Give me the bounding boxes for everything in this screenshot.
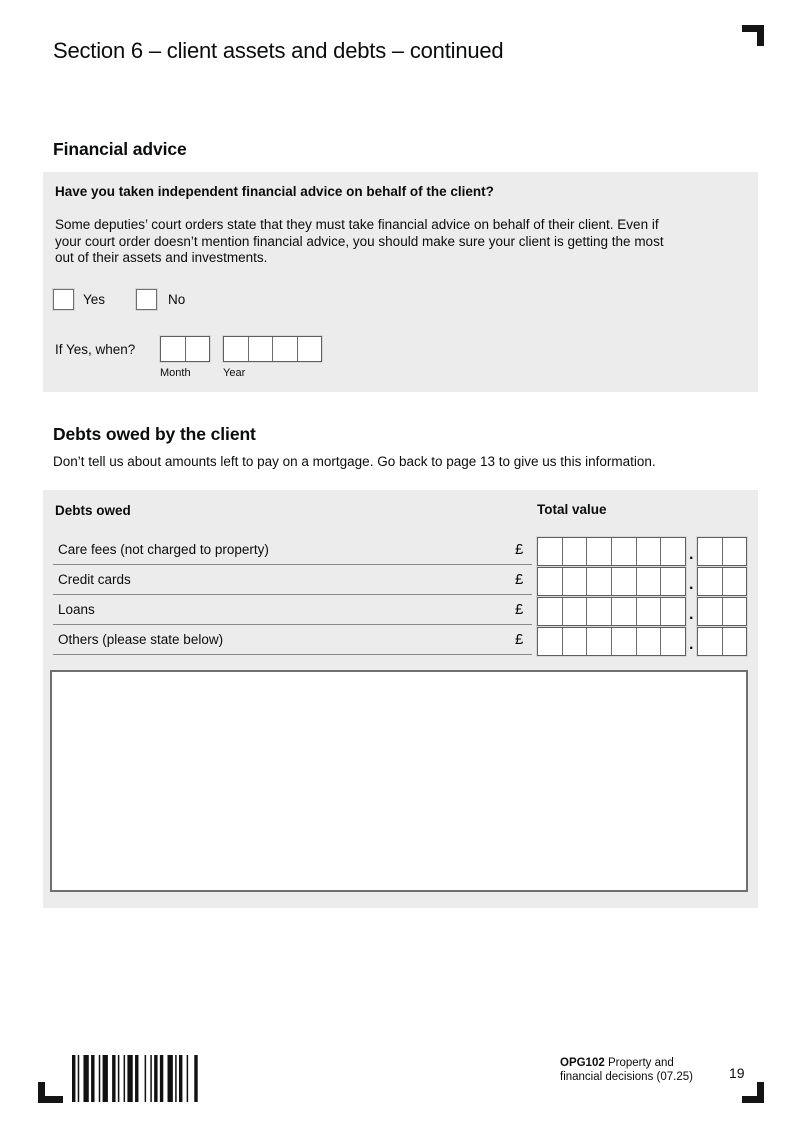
barcode-image xyxy=(72,1055,200,1102)
digit-cell xyxy=(636,598,661,625)
currency-symbol: £ xyxy=(515,571,524,588)
no-checkbox[interactable] xyxy=(136,289,157,310)
digit-cell xyxy=(538,628,562,655)
digit-cell xyxy=(562,568,587,595)
digit-cell xyxy=(586,598,611,625)
debt-row xyxy=(43,594,758,626)
digit-cell xyxy=(722,538,747,565)
currency-symbol: £ xyxy=(515,541,524,558)
year-digit-cell xyxy=(297,337,322,361)
loans-pence-input[interactable] xyxy=(697,597,747,626)
digit-cell xyxy=(660,628,685,655)
description-line: Some deputies’ court orders state that they must take financial advice on behalf of their client. Even if xyxy=(55,217,659,232)
year-digit-cell xyxy=(248,337,273,361)
form-reference xyxy=(560,1056,693,1084)
financial-advice-heading: Financial advice xyxy=(53,139,187,159)
digit-cell xyxy=(562,628,587,655)
digit-cell xyxy=(722,628,747,655)
others-pence-input[interactable] xyxy=(697,627,747,656)
form-ref-text: Property and xyxy=(604,1057,674,1069)
month-caption: Month xyxy=(160,367,191,379)
form-code: OPG102 xyxy=(560,1057,605,1069)
digit-cell xyxy=(722,598,747,625)
credit-cards-pounds-input[interactable] xyxy=(537,567,686,596)
year-input[interactable] xyxy=(223,336,322,362)
debt-row xyxy=(43,624,758,656)
digit-cell xyxy=(636,628,661,655)
debts-note: Don’t tell us about amounts left to pay on a mortgage. Go back to page 13 to give us this information. xyxy=(53,454,656,469)
digit-cell xyxy=(562,538,587,565)
no-label: No xyxy=(168,292,186,307)
credit-cards-pence-input[interactable] xyxy=(697,567,747,596)
care-fees-pounds-input[interactable] xyxy=(537,537,686,566)
year-caption: Year xyxy=(223,367,246,379)
crop-mark-bottom-left-icon xyxy=(38,1082,63,1103)
month-input[interactable] xyxy=(160,336,210,362)
others-pounds-input[interactable] xyxy=(537,627,686,656)
debt-row-label: Loans xyxy=(58,602,95,617)
digit-cell xyxy=(562,598,587,625)
month-digit-cell xyxy=(185,337,210,361)
if-yes-when-label: If Yes, when? xyxy=(55,342,136,357)
others-details-textbox[interactable] xyxy=(50,670,748,892)
digit-cell xyxy=(538,568,562,595)
total-value-column-header: Total value xyxy=(537,502,607,517)
debt-row-label: Care fees (not charged to property) xyxy=(58,542,269,557)
digit-cell xyxy=(660,598,685,625)
debt-row-label: Others (please state below) xyxy=(58,632,224,647)
page-title: Section 6 – client assets and debts – continued xyxy=(53,38,504,63)
debt-row xyxy=(43,564,758,596)
decimal-point: . xyxy=(689,606,694,623)
digit-cell xyxy=(586,538,611,565)
row-rule xyxy=(53,654,532,655)
digit-cell xyxy=(698,538,722,565)
digit-cell xyxy=(586,628,611,655)
digit-cell xyxy=(538,598,562,625)
digit-cell xyxy=(636,568,661,595)
page-number: 19 xyxy=(729,1065,745,1081)
debt-row xyxy=(43,534,758,566)
digit-cell xyxy=(698,628,722,655)
digit-cell xyxy=(611,598,636,625)
description-line: out of their assets and investments. xyxy=(55,250,268,265)
digit-cell xyxy=(538,538,562,565)
digit-cell xyxy=(611,538,636,565)
decimal-point: . xyxy=(689,636,694,653)
digit-cell xyxy=(636,538,661,565)
debts-owed-column-header: Debts owed xyxy=(55,503,131,518)
decimal-point: . xyxy=(689,576,694,593)
year-digit-cell xyxy=(224,337,248,361)
digit-cell xyxy=(611,568,636,595)
debt-row-label: Credit cards xyxy=(58,572,131,587)
digit-cell xyxy=(660,568,685,595)
loans-pounds-input[interactable] xyxy=(537,597,686,626)
digit-cell xyxy=(722,568,747,595)
yes-label: Yes xyxy=(83,292,106,307)
form-ref-text-line2: financial decisions (07.25) xyxy=(560,1071,693,1083)
digit-cell xyxy=(586,568,611,595)
month-digit-cell xyxy=(161,337,185,361)
digit-cell xyxy=(611,628,636,655)
financial-advice-panel xyxy=(43,172,758,392)
debts-heading: Debts owed by the client xyxy=(53,424,256,444)
financial-advice-description xyxy=(55,217,750,267)
year-digit-cell xyxy=(272,337,297,361)
currency-symbol: £ xyxy=(515,601,524,618)
currency-symbol: £ xyxy=(515,631,524,648)
digit-cell xyxy=(698,568,722,595)
decimal-point: . xyxy=(689,546,694,563)
description-line: your court order doesn’t mention financial advice, you should make sure your client is getting the most xyxy=(55,233,664,249)
digit-cell xyxy=(698,598,722,625)
debts-panel xyxy=(43,490,758,908)
digit-cell xyxy=(660,538,685,565)
financial-advice-question: Have you taken independent financial advice on behalf of the client? xyxy=(55,184,494,199)
care-fees-pence-input[interactable] xyxy=(697,537,747,566)
yes-checkbox[interactable] xyxy=(53,289,74,310)
crop-mark-bottom-right-icon xyxy=(742,1082,764,1103)
crop-mark-top-right-icon xyxy=(742,25,764,46)
